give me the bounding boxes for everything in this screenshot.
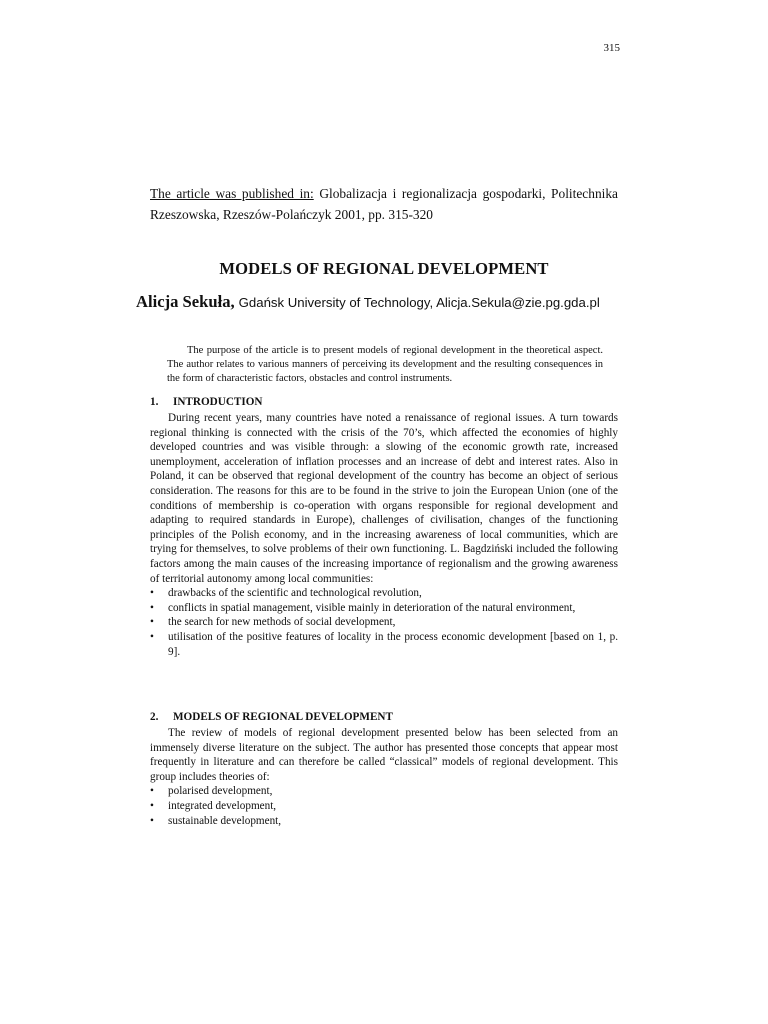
author-name: Alicja Sekuła, bbox=[136, 292, 235, 311]
section-heading-models bbox=[150, 711, 393, 723]
author-line bbox=[136, 292, 656, 312]
section-number: 2. bbox=[150, 711, 159, 723]
section-title: INTRODUCTION bbox=[173, 396, 263, 408]
section-title: MODELS OF REGIONAL DEVELOPMENT bbox=[173, 711, 393, 723]
author-affiliation: Gdańsk University of Technology, Alicja.Sekula@zie.pg.gda.pl bbox=[238, 295, 600, 310]
list-item: • polarised development, bbox=[150, 784, 618, 799]
list-item: • conflicts in spatial management, visible mainly in deterioration of the natural environment, bbox=[150, 601, 618, 616]
list-item: • utilisation of the positive features of locality in the process economic development [based on 1, p. 9]. bbox=[150, 630, 618, 659]
article-title: MODELS OF REGIONAL DEVELOPMENT bbox=[219, 259, 549, 278]
abstract bbox=[167, 344, 603, 386]
page-number: 315 bbox=[603, 42, 620, 54]
list-item: • sustainable development, bbox=[150, 814, 618, 829]
publication-label: The article was published in: bbox=[150, 186, 314, 201]
list-item: • drawbacks of the scientific and technological revolution, bbox=[150, 586, 618, 601]
section-body-introduction bbox=[150, 411, 618, 659]
section-heading-introduction bbox=[150, 396, 263, 408]
paragraph: The review of models of regional development presented below has been selected from an immensely diverse literature on the subject. The author has presented those concepts that appear most frequently in literature and can therefore be called “classical” models of regional development. This group includes theories of: bbox=[150, 727, 618, 783]
publication-details: Globalizacja i regionalizacja gospodarki, Politechnika Rzeszowska, Rzeszów-Polańczyk 2001, pp. 315-320 bbox=[150, 186, 618, 222]
paragraph: During recent years, many countries have noted a renaissance of regional issues. A turn towards regional thinking is connected with the crisis of the 70’s, which affected the economies of highly developed countries and was visible through: a slowing of the economic growth rate, increased unemployment, acceleration of inflation processes and an increase of debt and interest rates. Also in Poland, it can be observed that regional development of the country has become an object of serious consideration. The reasons for this are to be found in the strive to join the European Union (one of the conditions of membership is co-operation with organs responsible for regional development and adapting to required standards in Europe), challenges of civilisation, changes of the functioning principles of the Polish economy, and in the increasing awareness of local communities, which are trying for themselves, to solve problems of their own functioning. L. Bagdziński included the following factors among the main causes of the increasing importance of regionalism and the growing awareness of territorial autonomy among local communities: bbox=[150, 412, 618, 585]
publication-note bbox=[150, 183, 618, 225]
abstract-text: The purpose of the article is to present models of regional development in the theoretical aspect. The author relates to various manners of perceiving its development and the resulting consequences in the form of characteristic factors, obstacles and control instruments. bbox=[167, 345, 603, 384]
bullet-list bbox=[150, 784, 618, 828]
section-body-models bbox=[150, 726, 618, 828]
bullet-list bbox=[150, 586, 618, 659]
section-number: 1. bbox=[150, 396, 159, 408]
list-item: • integrated development, bbox=[150, 799, 618, 814]
list-item: • the search for new methods of social development, bbox=[150, 615, 618, 630]
